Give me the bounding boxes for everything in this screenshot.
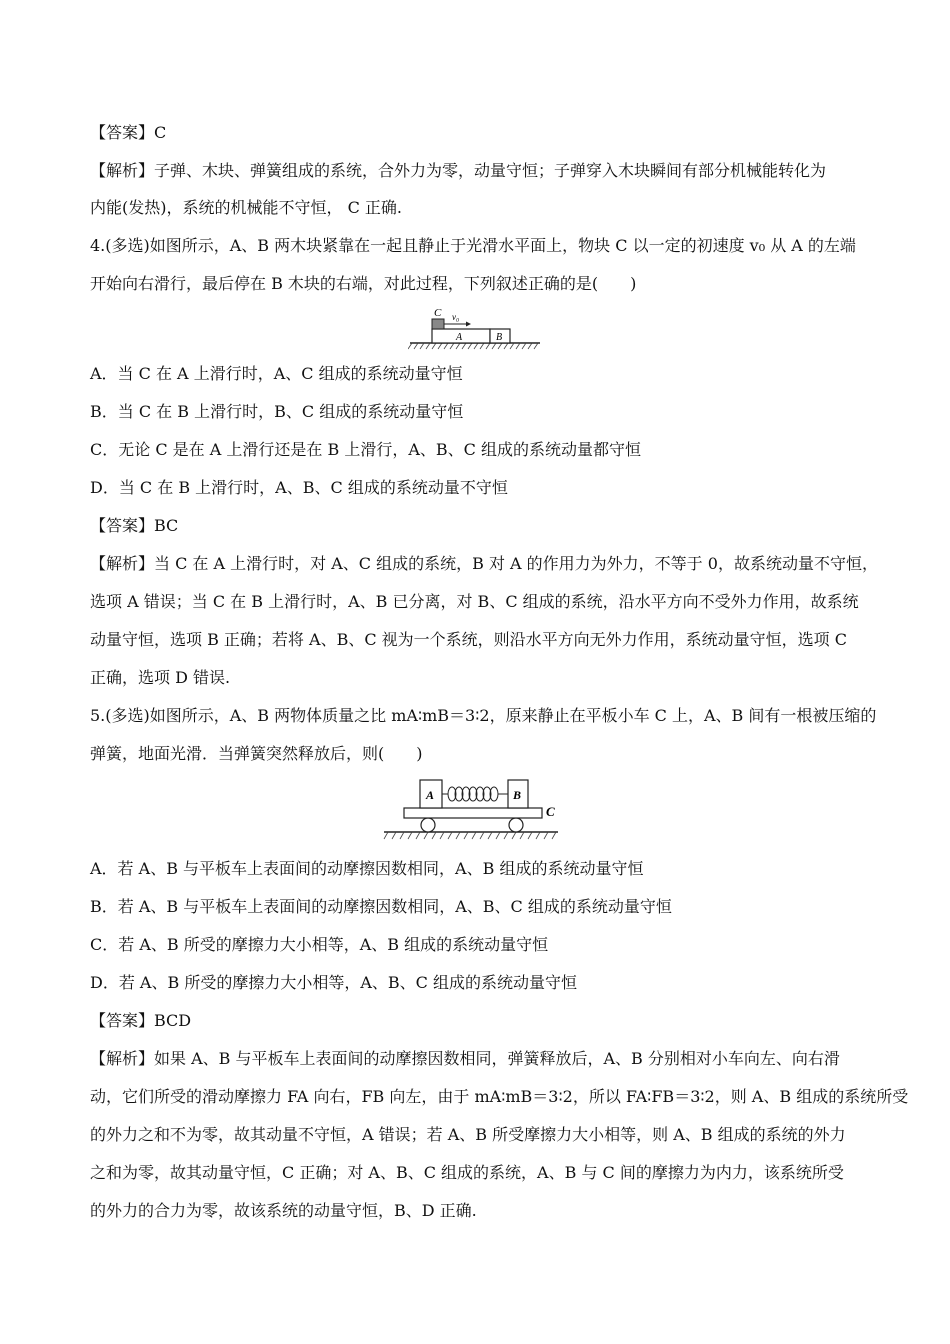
question-4-option-d: D．当 C 在 B 上滑行时，A、B、C 组成的系统动量不守恒 bbox=[90, 478, 508, 497]
analysis-4-line-2: 选项 A 错误；当 C 在 B 上滑行时，A、B 已分离，对 B、C 组成的系统，沿水平方向不受外力作用，故系统 bbox=[90, 592, 859, 611]
cart-c bbox=[404, 808, 542, 818]
spring-icon bbox=[442, 787, 508, 801]
wheel-left bbox=[421, 818, 435, 832]
answer-5: 【答案】BCD bbox=[90, 1011, 192, 1030]
question-4-line-2: 开始向右滑行，最后停在 B 木块的右端，对此过程，下列叙述正确的是( ) bbox=[90, 274, 637, 293]
question-5-line-2: 弹簧，地面光滑．当弹簧突然释放后，则( ) bbox=[90, 744, 423, 763]
analysis-5-line-1: 【解析】如果 A、B 与平板车上表面间的动摩擦因数相同，弹簧释放后，A、B 分别相对小车向左、向右滑 bbox=[90, 1049, 840, 1068]
velocity-arrow-icon bbox=[466, 322, 471, 327]
analysis-5-line-3: 的外力之和不为零，故其动量不守恒，A 错误；若 A、B 所受摩擦力大小相等，则 A、B 组成的系统的外力 bbox=[90, 1125, 846, 1144]
block-c bbox=[432, 319, 444, 329]
question-5-option-a: A．若 A、B 与平板车上表面间的动摩擦因数相同，A、B 组成的系统动量守恒 bbox=[90, 859, 644, 878]
question-5-line-1: 5.(多选)如图所示，A、B 两物体质量之比 mA∶mB＝3∶2，原来静止在平板小车 C 上，A、B 间有一根被压缩的 bbox=[90, 706, 877, 725]
analysis-5-line-2: 动，它们所受的滑动摩擦力 FA 向右，FB 向左，由于 mA∶mB＝3∶2，所以 FA∶FB＝3∶2，则 A、B 组成的系统所受 bbox=[90, 1087, 909, 1106]
answer-3: 【答案】C bbox=[90, 123, 167, 142]
label-b: B bbox=[496, 332, 503, 343]
question-5-option-c: C．若 A、B 所受的摩擦力大小相等，A、B 组成的系统动量守恒 bbox=[90, 935, 549, 954]
analysis-3-line-1: 【解析】子弹、木块、弹簧组成的系统，合外力为零，动量守恒；子弹穿入木块瞬间有部分机械能转化为 bbox=[90, 161, 827, 180]
question-4-option-a: A．当 C 在 A 上滑行时，A、C 组成的系统动量守恒 bbox=[90, 364, 463, 383]
answer-4: 【答案】BC bbox=[90, 516, 179, 535]
label-v0: v₀ bbox=[452, 312, 460, 322]
analysis-3-line-2: 内能(发热)，系统的机械能不守恒， C 正确. bbox=[90, 198, 402, 217]
figure-cart-with-spring bbox=[382, 772, 562, 842]
analysis-4-line-1: 【解析】当 C 在 A 上滑行时，对 A、C 组成的系统，B 对 A 的作用力为外力，不等于 0，故系统动量不守恒， bbox=[90, 554, 878, 573]
analysis-5-line-4: 之和为零，故其动量守恒，C 正确；对 A、B、C 组成的系统，A、B 与 C 间的摩擦力为内力，该系统所受 bbox=[90, 1163, 844, 1182]
label-a: A bbox=[456, 332, 463, 343]
question-4-line-1: 4.(多选)如图所示，A、B 两木块紧靠在一起且静止于光滑水平面上，物块 C 以一定的初速度 v₀ 从 A 的左端 bbox=[90, 236, 856, 255]
question-4-option-c: C．无论 C 是在 A 上滑行还是在 B 上滑行，A、B、C 组成的系统动量都守恒 bbox=[90, 440, 641, 459]
analysis-4-line-3: 动量守恒，选项 B 正确；若将 A、B、C 视为一个系统，则沿水平方向无外力作用，系统动量守恒，选项 C bbox=[90, 630, 847, 649]
label-c: C bbox=[546, 804, 555, 819]
question-4-option-b: B．当 C 在 B 上滑行时，B、C 组成的系统动量守恒 bbox=[90, 402, 464, 421]
wheel-right bbox=[509, 818, 523, 832]
question-5-option-b: B．若 A、B 与平板车上表面间的动摩擦因数相同，A、B、C 组成的系统动量守恒 bbox=[90, 897, 672, 916]
analysis-5-line-5: 的外力的合力为零，故该系统的动量守恒，B、D 正确. bbox=[90, 1201, 477, 1220]
label-c: C bbox=[434, 307, 442, 319]
label-a: A bbox=[426, 788, 435, 802]
figure-blocks-on-surface bbox=[408, 305, 544, 351]
analysis-4-line-4: 正确，选项 D 错误. bbox=[90, 668, 231, 687]
question-5-option-d: D．若 A、B 所受的摩擦力大小相等，A、B、C 组成的系统动量守恒 bbox=[90, 973, 577, 992]
label-b: B bbox=[513, 788, 522, 802]
